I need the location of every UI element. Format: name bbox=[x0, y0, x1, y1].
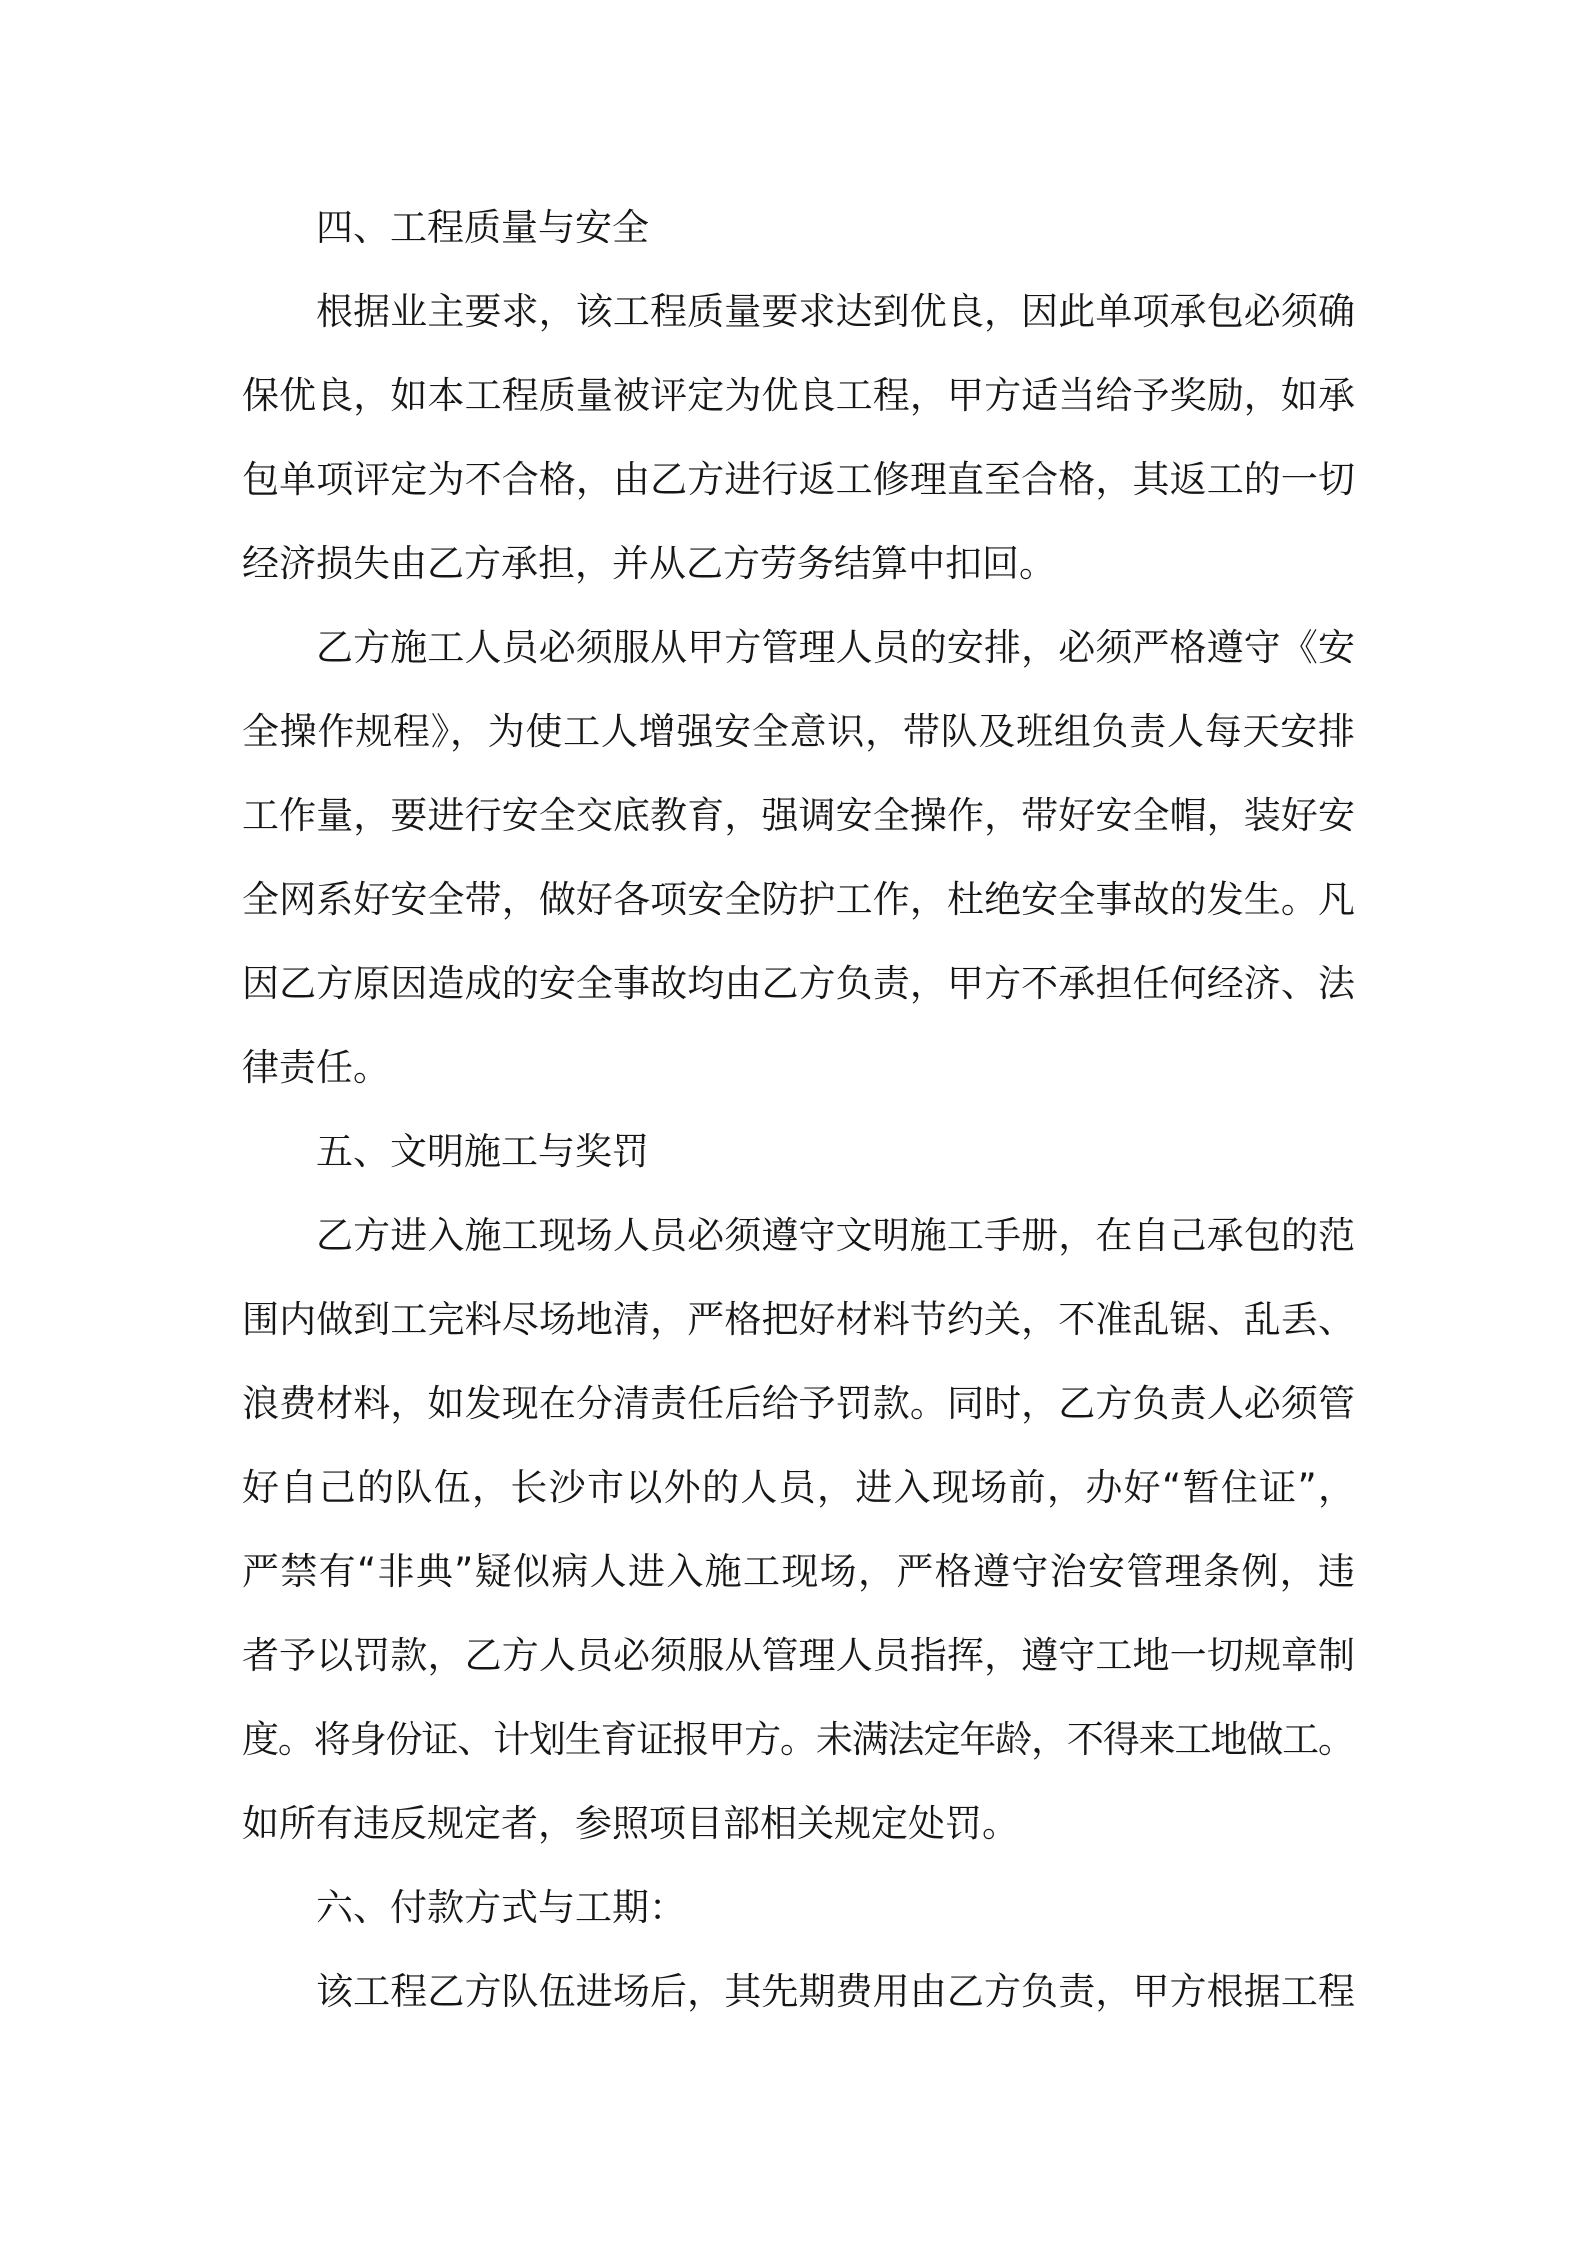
text-line-content: 律责任。 bbox=[242, 1046, 390, 1089]
paragraph-safety bbox=[242, 606, 1355, 1110]
text-line-content: 经济损失由乙方承担，并从乙方劳务结算中扣回。 bbox=[242, 542, 1056, 585]
section-civilized-construction bbox=[242, 1110, 1355, 1866]
section-heading bbox=[242, 186, 1355, 270]
section-quality-safety bbox=[242, 186, 1355, 1110]
text-line bbox=[242, 1782, 1355, 1866]
text-line bbox=[242, 1362, 1355, 1446]
text-line bbox=[242, 1026, 1355, 1110]
text-line bbox=[242, 1446, 1355, 1530]
paragraph-civilized bbox=[242, 1194, 1355, 1866]
text-line-content: 该工程乙方队伍进场后，其先期费用由乙方负责，甲方根据工程 bbox=[316, 1970, 1356, 2013]
text-line bbox=[242, 270, 1355, 354]
text-line bbox=[242, 858, 1355, 942]
section-heading-text: 四、工程质量与安全 bbox=[316, 206, 649, 249]
text-line bbox=[242, 942, 1355, 1026]
text-line-content: 因乙方原因造成的安全事故均由乙方负责，甲方不承担任何经济、法 bbox=[242, 962, 1356, 1005]
text-line-content: 工作量，要进行安全交底教育，强调安全操作，带好安全帽，装好安 bbox=[242, 794, 1356, 837]
text-line bbox=[242, 354, 1355, 438]
text-line-content: 全网系好安全带，做好各项安全防护工作，杜绝安全事故的发生。凡 bbox=[242, 878, 1356, 921]
text-line-content: 根据业主要求，该工程质量要求达到优良，因此单项承包必须确 bbox=[316, 290, 1356, 333]
text-line bbox=[242, 522, 1355, 606]
text-line-content: 乙方进入施工现场人员必须遵守文明施工手册，在自己承包的范 bbox=[316, 1214, 1356, 1257]
text-line-content: 保优良，如本工程质量被评定为优良工程，甲方适当给予奖励，如承 bbox=[242, 374, 1356, 417]
text-line-content: 围内做到工完料尽场地清，严格把好材料节约关，不准乱锯、乱丢、 bbox=[242, 1298, 1356, 1341]
section-heading-text: 五、文明施工与奖罚 bbox=[316, 1130, 649, 1173]
text-line-content: 者予以罚款，乙方人员必须服从管理人员指挥，遵守工地一切规章制 bbox=[242, 1634, 1356, 1677]
text-line bbox=[242, 1950, 1355, 2034]
text-line-content: 包单项评定为不合格，由乙方进行返工修理直至合格，其返工的一切 bbox=[242, 458, 1356, 501]
text-line bbox=[242, 1698, 1355, 1782]
section-heading bbox=[242, 1866, 1355, 1950]
section-heading bbox=[242, 1110, 1355, 1194]
section-payment-schedule bbox=[242, 1866, 1355, 2034]
text-line-content: 好自己的队伍，长沙市以外的人员，进入现场前，办好“暂住证”， bbox=[242, 1466, 1357, 1509]
section-heading-text: 六、付款方式与工期： bbox=[316, 1886, 686, 1929]
text-line bbox=[242, 1278, 1355, 1362]
text-line bbox=[242, 1530, 1355, 1614]
text-line-content: 严禁有“非典”疑似病人进入施工现场，严格遵守治安管理条例，违 bbox=[242, 1550, 1357, 1593]
text-line-content: 乙方施工人员必须服从甲方管理人员的安排，必须严格遵守《安 bbox=[316, 626, 1356, 669]
text-line bbox=[242, 774, 1355, 858]
text-line bbox=[242, 606, 1355, 690]
text-line bbox=[242, 1194, 1355, 1278]
text-line bbox=[242, 438, 1355, 522]
document-body bbox=[242, 186, 1355, 2034]
text-line bbox=[242, 690, 1355, 774]
text-line-content: 全操作规程》，为使工人增强安全意识，带队及班组负责人每天安排 bbox=[242, 710, 1356, 753]
paragraph-quality bbox=[242, 270, 1355, 606]
text-line-content: 度。将身份证、计划生育证报甲方。未满法定年龄，不得来工地做工。 bbox=[242, 1718, 1354, 1761]
text-line bbox=[242, 1614, 1355, 1698]
text-line-content: 如所有违反规定者，参照项目部相关规定处罚。 bbox=[242, 1802, 1019, 1845]
text-line-content: 浪费材料，如发现在分清责任后给予罚款。同时，乙方负责人必须管 bbox=[242, 1382, 1356, 1425]
paragraph-payment bbox=[242, 1950, 1355, 2034]
